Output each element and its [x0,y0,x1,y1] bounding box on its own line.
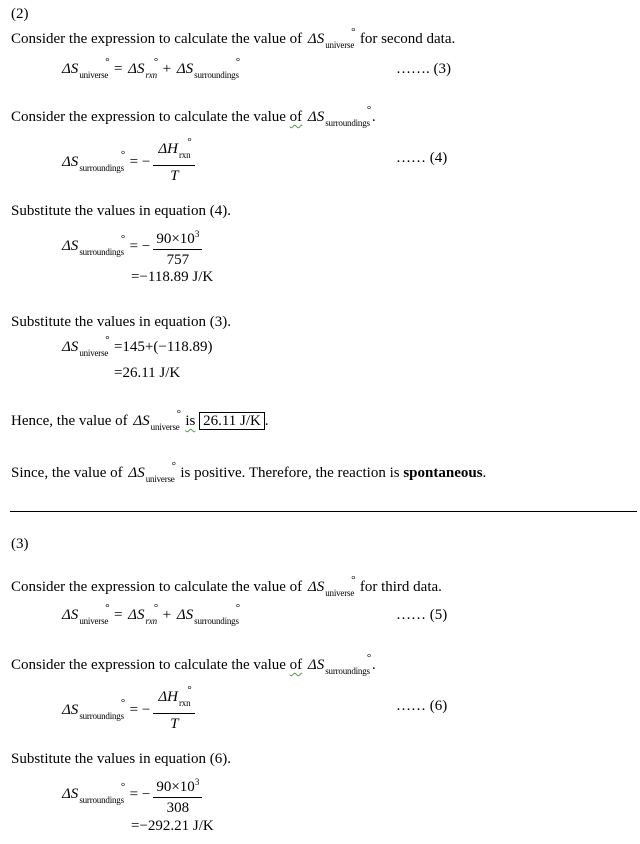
math-text: surroundings [79,795,124,806]
math-text: rxn [178,698,191,708]
math-text: ΔS [307,31,325,47]
math-text: ° [105,56,110,68]
delta-quantity [128,460,176,488]
math-text: . [482,465,487,481]
math-text: surroundings [194,616,239,626]
math-text [153,136,195,166]
math-text: ° [176,408,181,420]
delta-quantity [133,408,181,436]
equation-3 [60,56,241,84]
math-text: Consider the expression to calculate the value [11,109,286,125]
delta-quantity [128,56,159,84]
result-surroundings: =−292.21 J/K [131,818,214,834]
math-text: surroundings [79,162,124,173]
math-text: ΔS [128,61,145,77]
math-text: 90×10 [156,779,195,795]
math-text: 3 [194,229,200,239]
answer-box: 26.11 J/K [199,412,265,430]
math-text: surroundings [79,247,124,258]
math-text: ΔS [62,607,79,623]
math-text: = [113,61,123,77]
delta-quantity [307,652,372,680]
math-text: = − [129,238,151,255]
equation-5 [60,602,241,630]
math-text: ° [120,781,126,794]
section-divider [10,511,637,512]
equation-ref: …… (5) [396,607,448,623]
math-text: ΔS [62,238,79,255]
math-text: ΔS [128,465,145,481]
part-label: (2) [11,6,29,22]
delta-quantity [62,334,110,362]
math-text: ° [366,652,372,664]
math-text: 308 [166,800,190,816]
math-text: . [371,109,376,125]
delta-quantity [62,233,126,261]
math-text: surroundings [79,710,124,721]
math-text: Since, the value of [11,465,123,481]
intro-line [11,26,456,54]
math-text: 3 [194,777,200,787]
math-text: + [162,61,172,77]
math-text [153,773,202,798]
math-text: of [289,657,303,673]
conclusion [11,408,269,436]
math-text: 90×10 [156,231,195,247]
delta-quantity [307,104,372,132]
math-text: ° [153,602,159,614]
equation-ref: ……. (3) [396,61,451,77]
equation-ref: …… (6) [396,698,448,714]
math-text: of [289,109,303,125]
math-text: Consider the expression to calculate the value [11,657,286,673]
math-text: surroundings [325,118,370,128]
fraction [153,136,195,185]
intro-line [11,104,376,132]
math-text: ° [171,460,176,472]
math-text: ΔS [307,579,325,595]
math-text: = [113,607,123,623]
math-text: ° [187,136,192,148]
math-text: ΔS [62,61,79,77]
delta-quantity [307,574,356,602]
math-text: universe [79,348,109,358]
delta-quantity [62,56,110,84]
substitution-surroundings [60,773,205,817]
delta-quantity [62,602,110,630]
math-text: ΔH [158,141,178,157]
math-text: ΔS [128,607,145,623]
math-text: ° [235,602,241,614]
math-text: ° [351,574,356,586]
math-text: + [162,607,172,623]
math-text: is [185,413,196,429]
math-text: = − [129,786,151,803]
math-text: universe [79,616,109,626]
fraction [153,684,195,733]
delta-quantity [158,136,192,164]
math-text: ° [120,696,126,709]
math-text: . [371,657,376,673]
math-text: ΔS [62,153,79,170]
delta-quantity [176,56,241,84]
result-surroundings: =−118.89 J/K [131,269,214,285]
math-text [153,684,195,714]
equation-ref: …… (4) [396,150,448,166]
instruction: Substitute the values in equation (4). [11,203,231,219]
spontaneity-statement [11,460,487,488]
math-text: universe [145,474,175,484]
math-text: . [264,413,269,429]
instruction: Substitute the values in equation (3). [11,314,231,330]
text: Consider the expression to calculate the value of [11,31,303,47]
math-text [153,225,202,250]
math-text: universe [79,70,109,80]
math-text: ΔS [176,607,194,623]
math-text: 757 [166,252,190,268]
math-text: surroundings [325,666,370,676]
math-text: ° [187,684,192,696]
intro-line [11,574,442,602]
math-text: ° [366,104,372,116]
math-text: universe [325,40,355,50]
delta-quantity [128,602,159,630]
math-text: ° [153,56,159,68]
math-text: surroundings [194,70,239,80]
math-text: = − [129,153,151,170]
math-text: ΔS [62,339,79,355]
math-text: is positive. Therefore, the reaction is [180,465,400,481]
math-text: ° [351,26,356,38]
delta-quantity [62,781,126,809]
math-text: ° [105,602,110,614]
fraction [153,225,202,269]
fraction [153,773,202,817]
math-text: universe [325,588,355,598]
math-text: rxn [145,616,157,626]
math-text: rxn [145,70,157,80]
delta-s-universe [307,26,356,54]
math-text: Hence, the value of [11,413,128,429]
equation-4 [60,136,198,185]
math-text: Consider the expression to calculate the value of [11,579,303,595]
math-text: spontaneous [403,465,483,481]
delta-quantity [62,696,126,725]
delta-quantity [62,148,126,177]
math-text: ° [105,334,110,346]
delta-quantity [176,602,241,630]
math-text: T [170,716,179,732]
math-text: ° [120,233,126,246]
equation-6 [60,684,198,733]
math-text: rxn [178,150,191,160]
math-text: ΔS [176,61,194,77]
instruction: Substitute the values in equation (6). [11,751,231,767]
part-label: (3) [11,536,29,552]
math-text: T [170,168,179,184]
math-text: ° [235,56,241,68]
math-text: for third data. [359,579,442,595]
math-text: universe [150,422,180,432]
math-text: ΔS [62,701,79,718]
substitution-surroundings [60,225,205,269]
math-text: ΔS [307,109,325,125]
math-text: ΔS [62,786,79,803]
substitution-universe [60,334,213,362]
delta-quantity [158,684,192,712]
math-text: ° [120,148,126,161]
text: for second data. [359,31,456,47]
intro-line [11,652,376,680]
math-text: =145+(−118.89) [113,339,213,355]
result-universe: =26.11 J/K [114,365,181,381]
math-text: ΔS [133,413,150,429]
math-text: ΔH [158,689,178,705]
math-text: = − [129,701,151,718]
math-text: ΔS [307,657,325,673]
